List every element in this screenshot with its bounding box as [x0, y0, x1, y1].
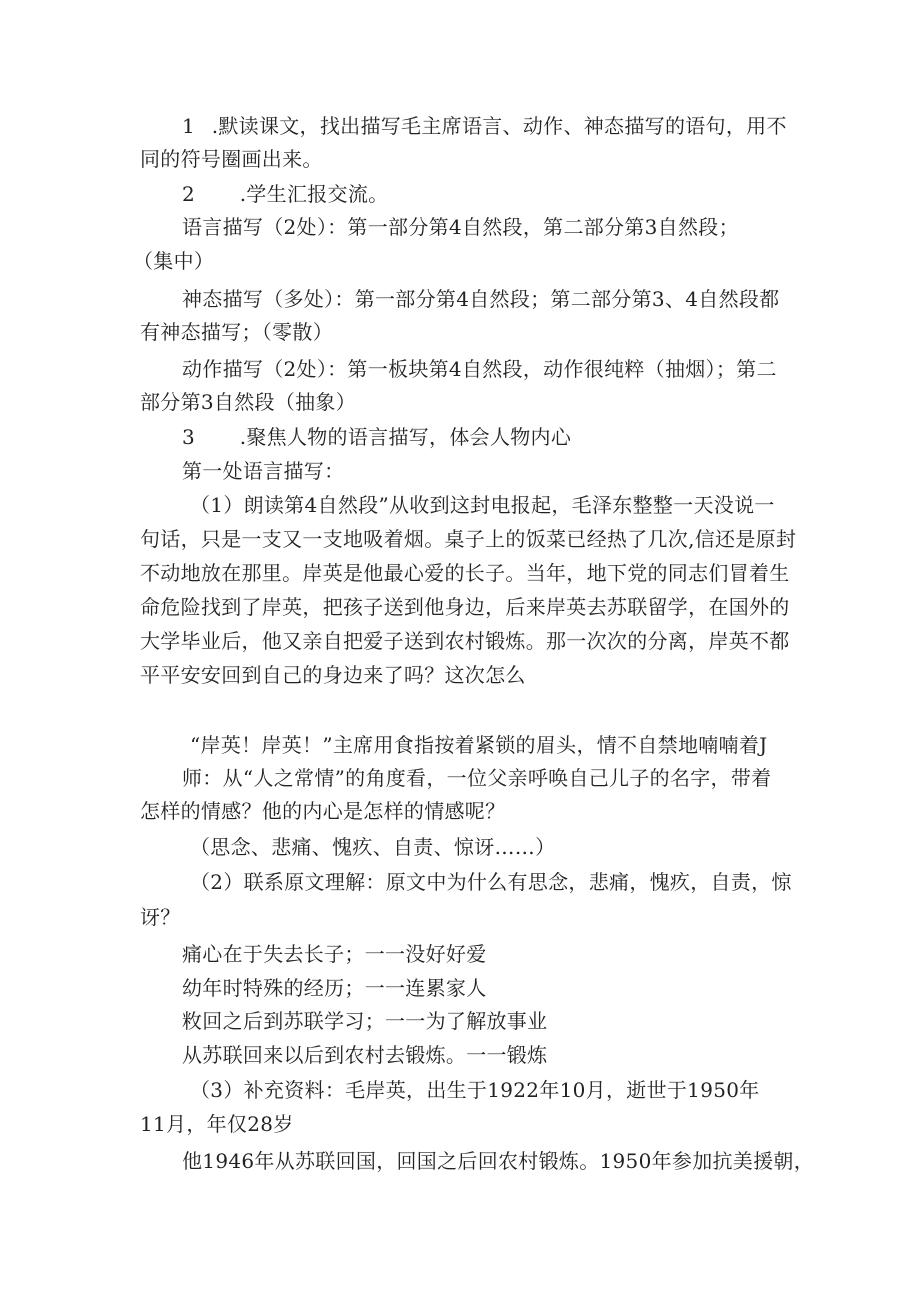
para-1-line-4: 命危险找到了岸英，把孩子送到他身边，后来岸英去苏联留学，在国外的	[140, 595, 790, 619]
para-1-line-6: 平平安安回到自己的身边来了吗？这次怎么	[140, 663, 526, 687]
first-language-heading: 第一处语言描写：	[182, 459, 345, 483]
reason-item: 痛心在于失去长子；一一没好好爱	[182, 942, 487, 966]
reason-item: 从苏联回来以后到农村去锻炼。一一锻炼	[182, 1043, 548, 1067]
reason-item: 幼年时特殊的经历；一一连累家人	[182, 976, 487, 1000]
language-desc-line-2: （集中）	[133, 249, 215, 273]
item-1-text: .默读课文，找出描写毛主席语言、动作、神态描写的语句，用不	[211, 114, 787, 138]
item-1-number: 1	[182, 114, 196, 138]
item-3-text: .聚焦人物的语言描写，体会人物内心	[239, 425, 572, 449]
para-1-line-5: 大学毕业后，他又亲自把爱子送到农村锻炼。那一次次的分离，岸英不都	[140, 629, 790, 653]
teacher-line-2: 怎样的情感？他的内心是怎样的情感呢？	[140, 799, 506, 823]
para-3-line-1: （3）补充资料：毛岸英，出生于1922年10月，逝世于1950年	[190, 1078, 760, 1102]
item-3-line	[182, 425, 571, 449]
expression-desc-line-2: 有神态描写；（零散）	[140, 320, 333, 344]
item-1-continuation: 同的符号圈画出来。	[140, 147, 323, 171]
para-2-line-2: 讶？	[140, 905, 181, 929]
para-1-line-2: 句话，只是一支又一支地吸着烟。桌子上的饭菜已经热了几次,信还是原封	[140, 527, 797, 551]
item-3-number: 3	[182, 425, 196, 449]
para-1-line-3: 不动地放在那里。岸英是他最心爱的长子。当年，地下党的同志们冒着生	[140, 561, 790, 585]
item-1-line	[182, 114, 787, 138]
action-desc-line-2: 部分第3自然段（抽象）	[140, 390, 357, 414]
emotions-line: （思念、悲痛、愧疚、自责、惊讶……）	[190, 835, 556, 859]
item-2-number: 2	[182, 182, 196, 206]
action-desc-line-1: 动作描写（2处）：第一板块第4自然段，动作很纯粹（抽烟）；第二	[182, 357, 777, 381]
expression-desc-line-1: 神态描写（多处）：第一部分第4自然段；第二部分第3、4自然段都	[182, 287, 780, 311]
last-line: 他1946年从苏联回国，回国之后回农村锻炼。1950年参加抗美援朝，	[182, 1149, 814, 1173]
para-1-line-1: （1）朗读第4自然段”从收到这封电报起，毛泽东整整一天没说一	[190, 493, 775, 517]
teacher-line-1: 师：从“人之常情”的角度看，一位父亲呼唤自己儿子的名字，带着	[182, 766, 772, 790]
item-2-line	[182, 182, 388, 206]
para-2-line-1: （2）联系原文理解：原文中为什么有思念，悲痛，愧疚，自责，惊	[190, 870, 792, 894]
language-desc-line-1: 语言描写（2处）：第一部分第4自然段，第二部分第3自然段；	[182, 215, 739, 239]
quote-line: “岸英！岸英！”主席用食指按着紧锁的眉头，情不自禁地喃喃着J	[190, 733, 768, 757]
para-3-line-2: 11月，年仅28岁	[140, 1112, 294, 1136]
item-2-text: .学生汇报交流。	[239, 182, 389, 206]
reason-item: 敉回之后到苏联学习；一一为了解放事业	[182, 1009, 548, 1033]
